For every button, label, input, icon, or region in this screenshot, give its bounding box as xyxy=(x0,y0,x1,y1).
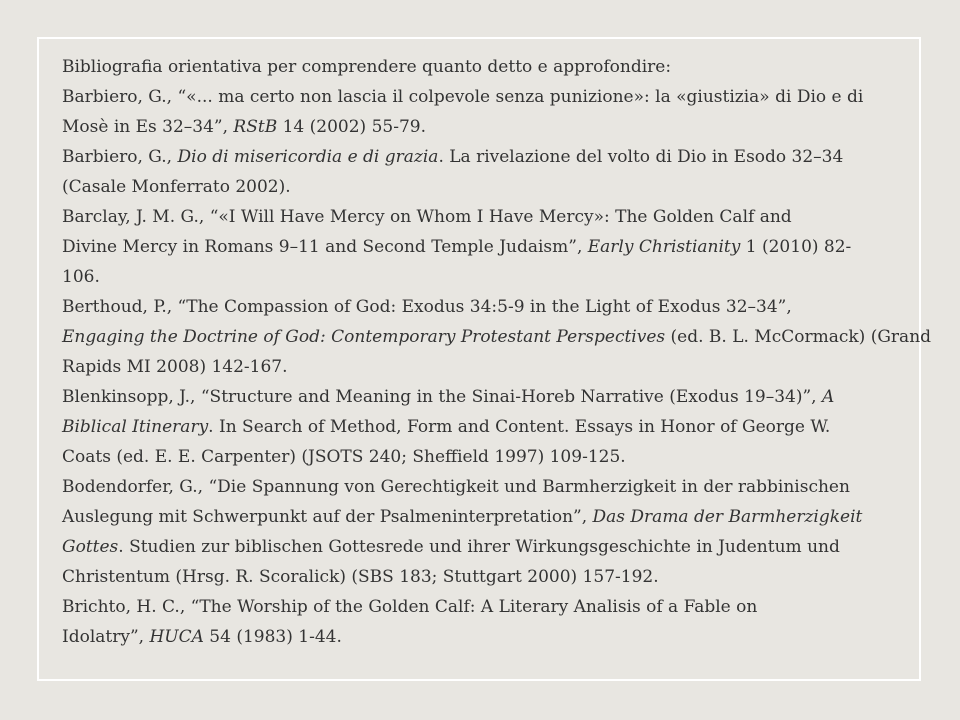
entry-text: Coats (ed. E. E. Carpenter) (JSOTS 240; Sheffield 1997) 109-125. xyxy=(62,447,626,467)
entry-line xyxy=(62,232,914,262)
entry-text: (Casale Monferrato 2002). xyxy=(62,177,291,197)
entry-line xyxy=(62,172,914,202)
entry-text: . Studien zur biblischen Gottesrede und ihrer Wirkungsgeschichte in Judentum und xyxy=(118,537,840,557)
bibliography-entry xyxy=(62,592,914,652)
entry-line xyxy=(62,592,914,622)
italic-title: Early Christianity xyxy=(587,237,741,257)
entry-text: (ed. B. L. McCormack) (Grand xyxy=(665,327,932,347)
italic-title: RStB xyxy=(233,117,278,137)
entry-line xyxy=(62,502,914,532)
entry-text: Barbiero, G., xyxy=(62,147,178,167)
entry-line xyxy=(62,202,914,232)
entry-line xyxy=(62,112,914,142)
bibliography-entry xyxy=(62,382,914,472)
entry-line xyxy=(62,382,914,412)
bibliography-entry xyxy=(62,202,914,292)
bibliography-entries xyxy=(62,82,932,652)
entry-text: Christentum (Hrsg. R. Scoralick) (SBS 183; Stuttgart 2000) 157-192. xyxy=(62,567,659,587)
entry-text: Rapids MI 2008) 142-167. xyxy=(62,357,288,377)
entry-text: Barclay, J. M. G., “«I Will Have Mercy on Whom I Have Mercy»: The Golden Calf and xyxy=(62,207,792,227)
entry-text: 54 (1983) 1-44. xyxy=(203,627,342,647)
entry-text: 1 (2010) 82- xyxy=(740,237,852,257)
entry-line xyxy=(62,82,914,112)
entry-text: Berthoud, P., “The Compassion of God: Exodus 34:5-9 in the Light of Exodus 32–34”, xyxy=(62,297,792,317)
bibliography-entry xyxy=(62,472,914,592)
entry-line xyxy=(62,262,914,292)
entry-text: Mosè in Es 32–34”, xyxy=(62,117,234,137)
bibliography-entry xyxy=(62,82,914,142)
entry-text: Auslegung mit Schwerpunkt auf der Psalmeninterpretation”, xyxy=(62,507,593,527)
bibliography-entry xyxy=(62,142,914,202)
entry-text: Bodendorfer, G., “Die Spannung von Gerechtigkeit und Barmherzigkeit in der rabbinischen xyxy=(62,477,850,497)
italic-title: Biblical Itinerary xyxy=(62,417,209,437)
entry-line xyxy=(62,142,914,172)
entry-line xyxy=(62,472,914,502)
entry-text: Divine Mercy in Romans 9–11 and Second Temple Judaism”, xyxy=(62,237,588,257)
entry-line xyxy=(62,562,914,592)
italic-title: HUCA xyxy=(149,627,204,647)
entry-text: 14 (2002) 55-79. xyxy=(277,117,426,137)
bibliography-heading: Bibliografia orientativa per comprendere quanto detto e approfondire: xyxy=(62,57,672,77)
entry-line xyxy=(62,292,914,322)
entry-text: Idolatry”, xyxy=(62,627,150,647)
entry-line xyxy=(62,442,914,472)
entry-line xyxy=(62,622,914,652)
entry-line xyxy=(62,352,914,382)
entry-line xyxy=(62,322,932,352)
italic-title: Engaging the Doctrine of God: Contemporary Protestant Perspectives xyxy=(62,327,666,347)
entry-line xyxy=(62,532,914,562)
italic-title: Das Drama der Barmherzigkeit xyxy=(592,507,863,527)
italic-title: A xyxy=(821,387,835,407)
entry-line xyxy=(62,412,914,442)
bibliography-entry xyxy=(62,292,932,382)
bibliography xyxy=(62,52,932,652)
entry-text: Brichto, H. C., “The Worship of the Golden Calf: A Literary Analisis of a Fable on xyxy=(62,597,758,617)
entry-text: 106. xyxy=(62,267,100,287)
entry-text: Blenkinsopp, J., “Structure and Meaning in the Sinai-Horeb Narrative (Exodus 19–34)”, xyxy=(62,387,822,407)
entry-text: Barbiero, G., “«... ma certo non lascia il colpevole senza punizione»: la «giustizia» di Dio e di xyxy=(62,87,864,107)
entry-text: . In Search of Method, Form and Content. Essays in Honor of George W. xyxy=(208,417,831,437)
entry-text: . La rivelazione del volto di Dio in Esodo 32–34 xyxy=(438,147,844,167)
italic-title: Dio di misericordia e di grazia xyxy=(177,147,439,167)
italic-title: Gottes xyxy=(62,537,119,557)
